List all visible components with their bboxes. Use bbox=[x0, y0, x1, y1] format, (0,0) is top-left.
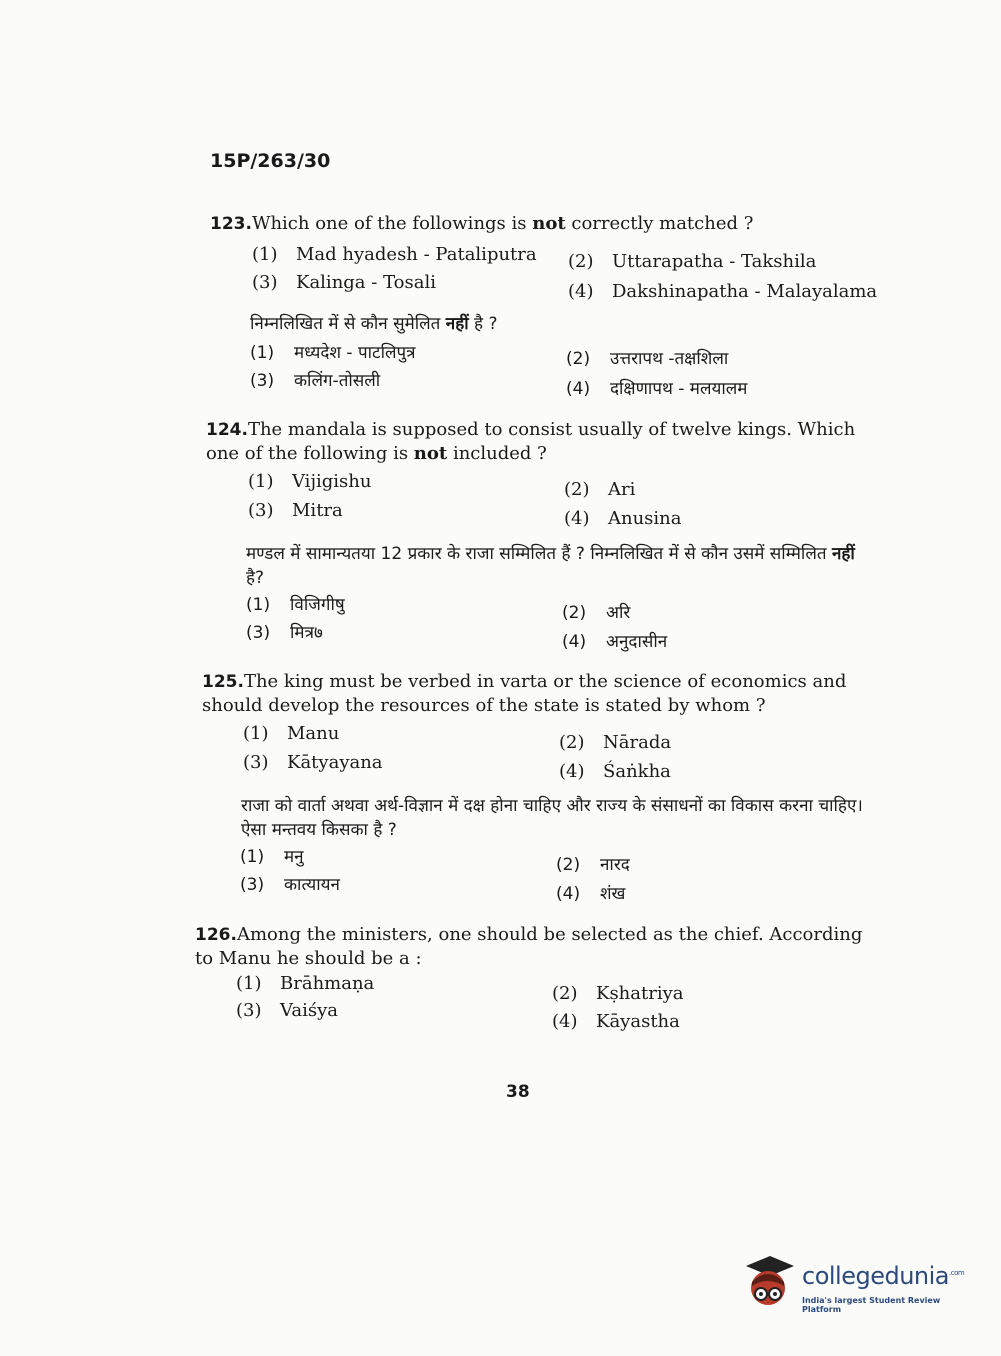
hindi-option bbox=[240, 872, 340, 895]
option-number: (1) bbox=[236, 973, 262, 994]
option bbox=[243, 723, 339, 744]
option-number: (3) bbox=[252, 272, 278, 293]
option-text: Mitra bbox=[292, 500, 343, 521]
hindi-option bbox=[250, 368, 380, 391]
question-number: 124. bbox=[206, 420, 248, 440]
option-text: अरि bbox=[606, 603, 631, 623]
question-text: The mandala is supposed to consist usually of twelve kings. Which one of the following is bbox=[206, 419, 856, 464]
option-text: Vaiśya bbox=[280, 1000, 338, 1021]
question-123-hindi bbox=[250, 312, 810, 336]
option-text: Dakshinapatha - Malayalama bbox=[612, 281, 878, 302]
option bbox=[564, 479, 635, 500]
option bbox=[248, 500, 343, 521]
question-124 bbox=[206, 418, 876, 466]
hindi-text: राजा को वार्ता अथवा अर्थ-विज्ञान में दक्ष होना चाहिए और राज्य के संसाधनों का विकास करना चाहिए। ऐसा मन्तवय किसका है ? bbox=[241, 796, 863, 840]
option-text: Manu bbox=[287, 723, 340, 744]
hindi-option bbox=[562, 629, 667, 652]
option-text: कलिंग-तोसली bbox=[294, 371, 381, 391]
hindi-text-end: है? bbox=[246, 568, 265, 588]
question-text: The king must be verbed in varta or the science of economics and should develop the resources of the state is stated by whom ? bbox=[202, 671, 847, 716]
mascot-icon bbox=[740, 1252, 798, 1316]
option bbox=[568, 281, 877, 302]
hindi-option bbox=[556, 881, 625, 904]
option-number: (4) bbox=[556, 884, 581, 904]
option-text: Vijigishu bbox=[292, 471, 372, 492]
option-text: विजिगीषु bbox=[290, 595, 345, 615]
option-number: (4) bbox=[568, 281, 594, 302]
option-text: Brāhmaṇa bbox=[280, 973, 375, 994]
option bbox=[236, 1000, 338, 1021]
option-text: दक्षिणापथ - मलयालम bbox=[610, 379, 748, 399]
question-text-end: included ? bbox=[447, 443, 547, 464]
option bbox=[252, 272, 436, 293]
option-text: मनु bbox=[284, 847, 304, 867]
hindi-text: मण्डल में सामान्यतया 12 प्रकार के राजा सम्मिलित हैं ? निम्नलिखित में से कौन उसमें सम्मिलित bbox=[246, 544, 832, 564]
option-number: (2) bbox=[556, 855, 581, 875]
hindi-option bbox=[246, 592, 345, 615]
option-text: Nārada bbox=[603, 732, 672, 753]
option-number: (1) bbox=[246, 595, 271, 615]
option-number: (2) bbox=[552, 983, 578, 1004]
option-text: उत्तरापथ -तक्षशिला bbox=[610, 349, 729, 369]
hindi-option bbox=[566, 376, 747, 399]
option bbox=[252, 244, 537, 265]
option-number: (2) bbox=[562, 603, 587, 623]
option-number: (4) bbox=[562, 632, 587, 652]
option-text: Kāyastha bbox=[596, 1011, 680, 1032]
hindi-text: निम्नलिखित में से कौन सुमेलित bbox=[250, 314, 446, 334]
question-number: 125. bbox=[202, 672, 244, 692]
option-number: (4) bbox=[564, 508, 590, 529]
option-number: (3) bbox=[250, 371, 275, 391]
option bbox=[559, 732, 671, 753]
option bbox=[559, 761, 671, 782]
option-number: (3) bbox=[236, 1000, 262, 1021]
option bbox=[552, 983, 684, 1004]
question-emphasis: not bbox=[413, 443, 448, 464]
option-text: Kalinga - Tosali bbox=[296, 272, 436, 293]
brand-tagline: India's largest Student Review Platform bbox=[802, 1296, 941, 1314]
option-text: Uttarapatha - Takshila bbox=[612, 251, 817, 272]
option-number: (1) bbox=[248, 471, 274, 492]
option-number: (3) bbox=[243, 752, 269, 773]
question-123 bbox=[210, 212, 770, 236]
option-number: (3) bbox=[246, 623, 271, 643]
hindi-emphasis: नहीं bbox=[445, 314, 469, 334]
question-125 bbox=[202, 670, 872, 718]
hindi-option bbox=[246, 620, 323, 643]
option bbox=[552, 1011, 680, 1032]
paper-code: 15P/263/30 bbox=[210, 150, 331, 172]
option bbox=[236, 973, 374, 994]
option-text: Kātyayana bbox=[287, 752, 383, 773]
option bbox=[568, 251, 816, 272]
option-text: Mad hyadesh - Pataliputra bbox=[296, 244, 537, 265]
option-text: मित्र७ bbox=[290, 623, 323, 643]
option-number: (1) bbox=[243, 723, 269, 744]
option-number: (1) bbox=[240, 847, 265, 867]
option-text: शंख bbox=[600, 884, 626, 904]
option-number: (2) bbox=[566, 349, 591, 369]
option-number: (2) bbox=[568, 251, 594, 272]
option-text: Śaṅkha bbox=[603, 761, 671, 782]
question-number: 123. bbox=[210, 214, 252, 234]
option-text: कात्यायन bbox=[284, 875, 340, 895]
option bbox=[248, 471, 371, 492]
option-number: (4) bbox=[566, 379, 591, 399]
option-text: अनुदासीन bbox=[606, 632, 668, 652]
hindi-option bbox=[562, 600, 630, 623]
question-126 bbox=[195, 923, 865, 971]
brand-name bbox=[802, 1262, 964, 1290]
hindi-option bbox=[556, 852, 630, 875]
option-number: (3) bbox=[248, 500, 274, 521]
option-number: (2) bbox=[559, 732, 585, 753]
hindi-emphasis: नहीं bbox=[831, 544, 855, 564]
option bbox=[564, 508, 682, 529]
option-number: (2) bbox=[564, 479, 590, 500]
option-text: Kṣhatriya bbox=[596, 983, 684, 1004]
brand-text: collegedunia bbox=[802, 1262, 950, 1290]
option-text: Ari bbox=[608, 479, 636, 500]
question-emphasis: not bbox=[532, 213, 566, 234]
hindi-text-end: है ? bbox=[468, 314, 498, 334]
question-125-hindi bbox=[241, 794, 866, 842]
page-number: 38 bbox=[506, 1082, 530, 1102]
collegedunia-logo bbox=[740, 1248, 980, 1318]
hindi-option bbox=[250, 340, 416, 363]
question-text: Among the ministers, one should be selected as the chief. According to Manu he should be a : bbox=[195, 924, 863, 969]
option-number: (1) bbox=[252, 244, 278, 265]
hindi-option bbox=[240, 844, 304, 867]
option bbox=[243, 752, 383, 773]
question-text: Which one of the followings is bbox=[251, 213, 533, 234]
brand-domain: .com bbox=[949, 1269, 965, 1277]
option-text: मध्यदेश - पाटलिपुत्र bbox=[294, 343, 416, 363]
question-text-end: correctly matched ? bbox=[565, 213, 754, 234]
option-text: Anusina bbox=[608, 508, 682, 529]
option-number: (1) bbox=[250, 343, 275, 363]
question-number: 126. bbox=[195, 925, 237, 945]
option-text: नारद bbox=[600, 855, 630, 875]
hindi-option bbox=[566, 346, 728, 369]
option-number: (4) bbox=[559, 761, 585, 782]
option-number: (3) bbox=[240, 875, 265, 895]
option-number: (4) bbox=[552, 1011, 578, 1032]
question-124-hindi bbox=[246, 542, 876, 590]
